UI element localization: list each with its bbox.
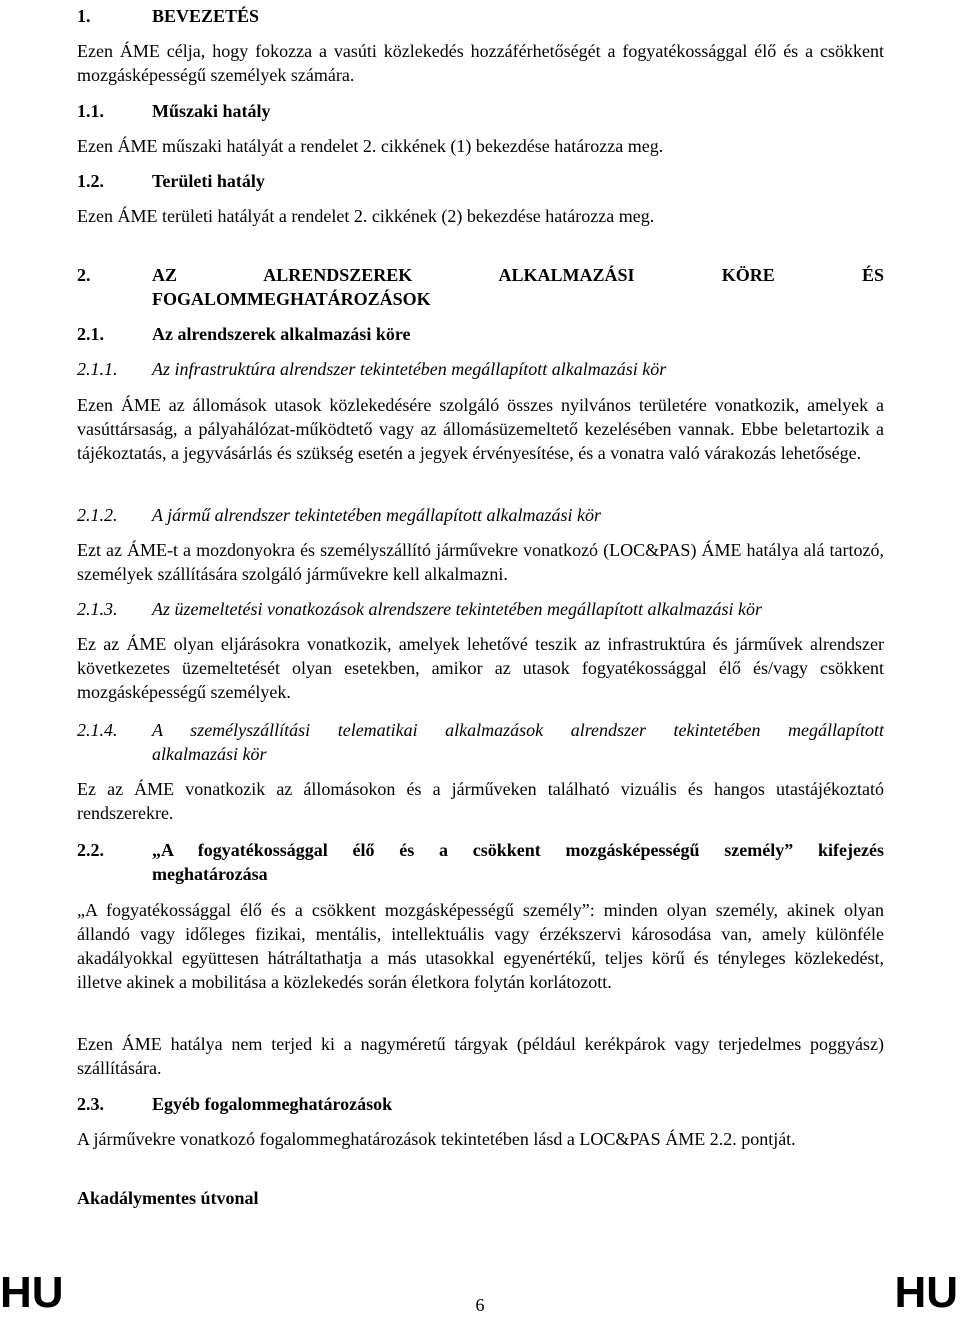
section-2-1-3-body: Ez az ÁME olyan eljárásokra vonatkozik, amelyek lehetővé teszik az infrastruktúra és járművek alrendszer következetes üzemeltetését olyan esetekben, amikor az utasok fogyatékossággal élő és/vagy csökkent mozgásképességű személyek. [77, 634, 884, 702]
section-1-body: Ezen ÁME célja, hogy fokozza a vasúti közlekedés hozzáférhetőségét a fogyatékossággal élő és a csökkent mozgásképességű személyek számára. [77, 41, 884, 85]
section-2-2-title-line2: meghatározása [152, 864, 268, 884]
section-2-title-line1: AZ ALRENDSZEREK ALKALMAZÁSI KÖRE ÉS [152, 265, 884, 285]
section-1-title: BEVEZETÉS [152, 6, 260, 26]
section-2-1-number: 2.1. [77, 324, 104, 344]
section-2-1-4-title-line2: alkalmazási kör [152, 744, 267, 764]
section-1-2-body: Ezen ÁME területi hatályát a rendelet 2. cikkének (2) bekezdése határozza meg. [77, 206, 655, 226]
section-2-1-2-number: 2.1.2. [77, 505, 118, 525]
section-2-2-number: 2.2. [77, 840, 104, 860]
section-2-2-title-line1: „A fogyatékossággal élő és a csökkent mozgásképességű személy” kifejezés [152, 840, 884, 860]
section-2-1-1-title: Az infrastruktúra alrendszer tekintetében megállapított alkalmazási kör [152, 359, 667, 379]
footer-lang-left: HU [0, 1268, 64, 1317]
section-2-3-body: A járművekre vonatkozó fogalommeghatározások tekintetében lásd a LOC&PAS ÁME 2.2. pontját. [77, 1129, 796, 1149]
section-2-1-title: Az alrendszerek alkalmazási köre [152, 324, 411, 344]
section-2-1-4-body: Ez az ÁME vonatkozik az állomásokon és a járműveken található vizuális és hangos utastájékoztató rendszerekre. [77, 779, 884, 823]
section-2-3-number: 2.3. [77, 1094, 104, 1114]
section-2-1-4-title-line1: A személyszállítási telematikai alkalmazások alrendszer tekintetében megállapított [152, 720, 884, 740]
section-2-1-3-title: Az üzemeltetési vonatkozások alrendszere tekintetében megállapított alkalmazási kör [152, 599, 763, 619]
section-2-3-title: Egyéb fogalommeghatározások [152, 1094, 393, 1114]
section-1-number: 1. [77, 6, 91, 26]
section-2-1-1-body: Ezen ÁME az állomások utasok közlekedésére szolgáló összes nyilvános területére vonatkozik, amelyek a vasúttársaság, a pályahálózat-működtető vagy az állomásüzemeltető kezelésében vannak. Ebbe beletartozik a tájékoztatás, a jegyvásárlás és szükség esetén a jegyek érvényesítése, és a vonatra való várakozás lehetősége. [77, 395, 884, 463]
section-2-1-2-title: A jármű alrendszer tekintetében megállapított alkalmazási kör [152, 505, 601, 525]
section-2-title-line2: FOGALOMMEGHATÁROZÁSOK [152, 289, 431, 309]
page-number: 6 [475, 1295, 485, 1315]
section-2-2-body: Ezen ÁME hatálya nem terjed ki a nagyméretű tárgyak (például kerékpárok vagy terjedelmes poggyász) szállítására. [77, 1034, 884, 1078]
section-2-2-definition: „A fogyatékossággal élő és a csökkent mozgásképességű személy”: minden olyan személy, akinek olyan állandó vagy időleges fizikai, mentális, intellektuális vagy érzékszervi károsodása van, amely különféle akadályokkal együttesen hátráltathatja a más utasokkal egyenértékű, teljes körű és tényleges közlekedést, illetve akinek a mobilitása a közlekedés során életkora folytán korlátozott. [77, 900, 884, 992]
section-1-2-title: Területi hatály [152, 171, 265, 191]
section-2-1-3-number: 2.1.3. [77, 599, 118, 619]
subheading-akadalymentes-utvonal: Akadálymentes útvonal [77, 1188, 259, 1208]
section-1-1-number: 1.1. [77, 101, 104, 121]
section-1-2-number: 1.2. [77, 171, 104, 191]
section-1-1-title: Műszaki hatály [152, 101, 271, 121]
section-2-1-1-number: 2.1.1. [77, 359, 118, 379]
footer-lang-right: HU [894, 1268, 958, 1317]
section-2-number: 2. [77, 265, 91, 285]
section-2-1-2-body: Ezt az ÁME-t a mozdonyokra és személyszállító járművekre vonatkozó (LOC&PAS) ÁME hatálya alá tartozó, személyek szállítására szolgáló járművekre kell alkalmazni. [77, 540, 884, 584]
section-1-1-body: Ezen ÁME műszaki hatályát a rendelet 2. cikkének (1) bekezdése határozza meg. [77, 136, 664, 156]
section-2-1-4-number: 2.1.4. [77, 720, 118, 740]
